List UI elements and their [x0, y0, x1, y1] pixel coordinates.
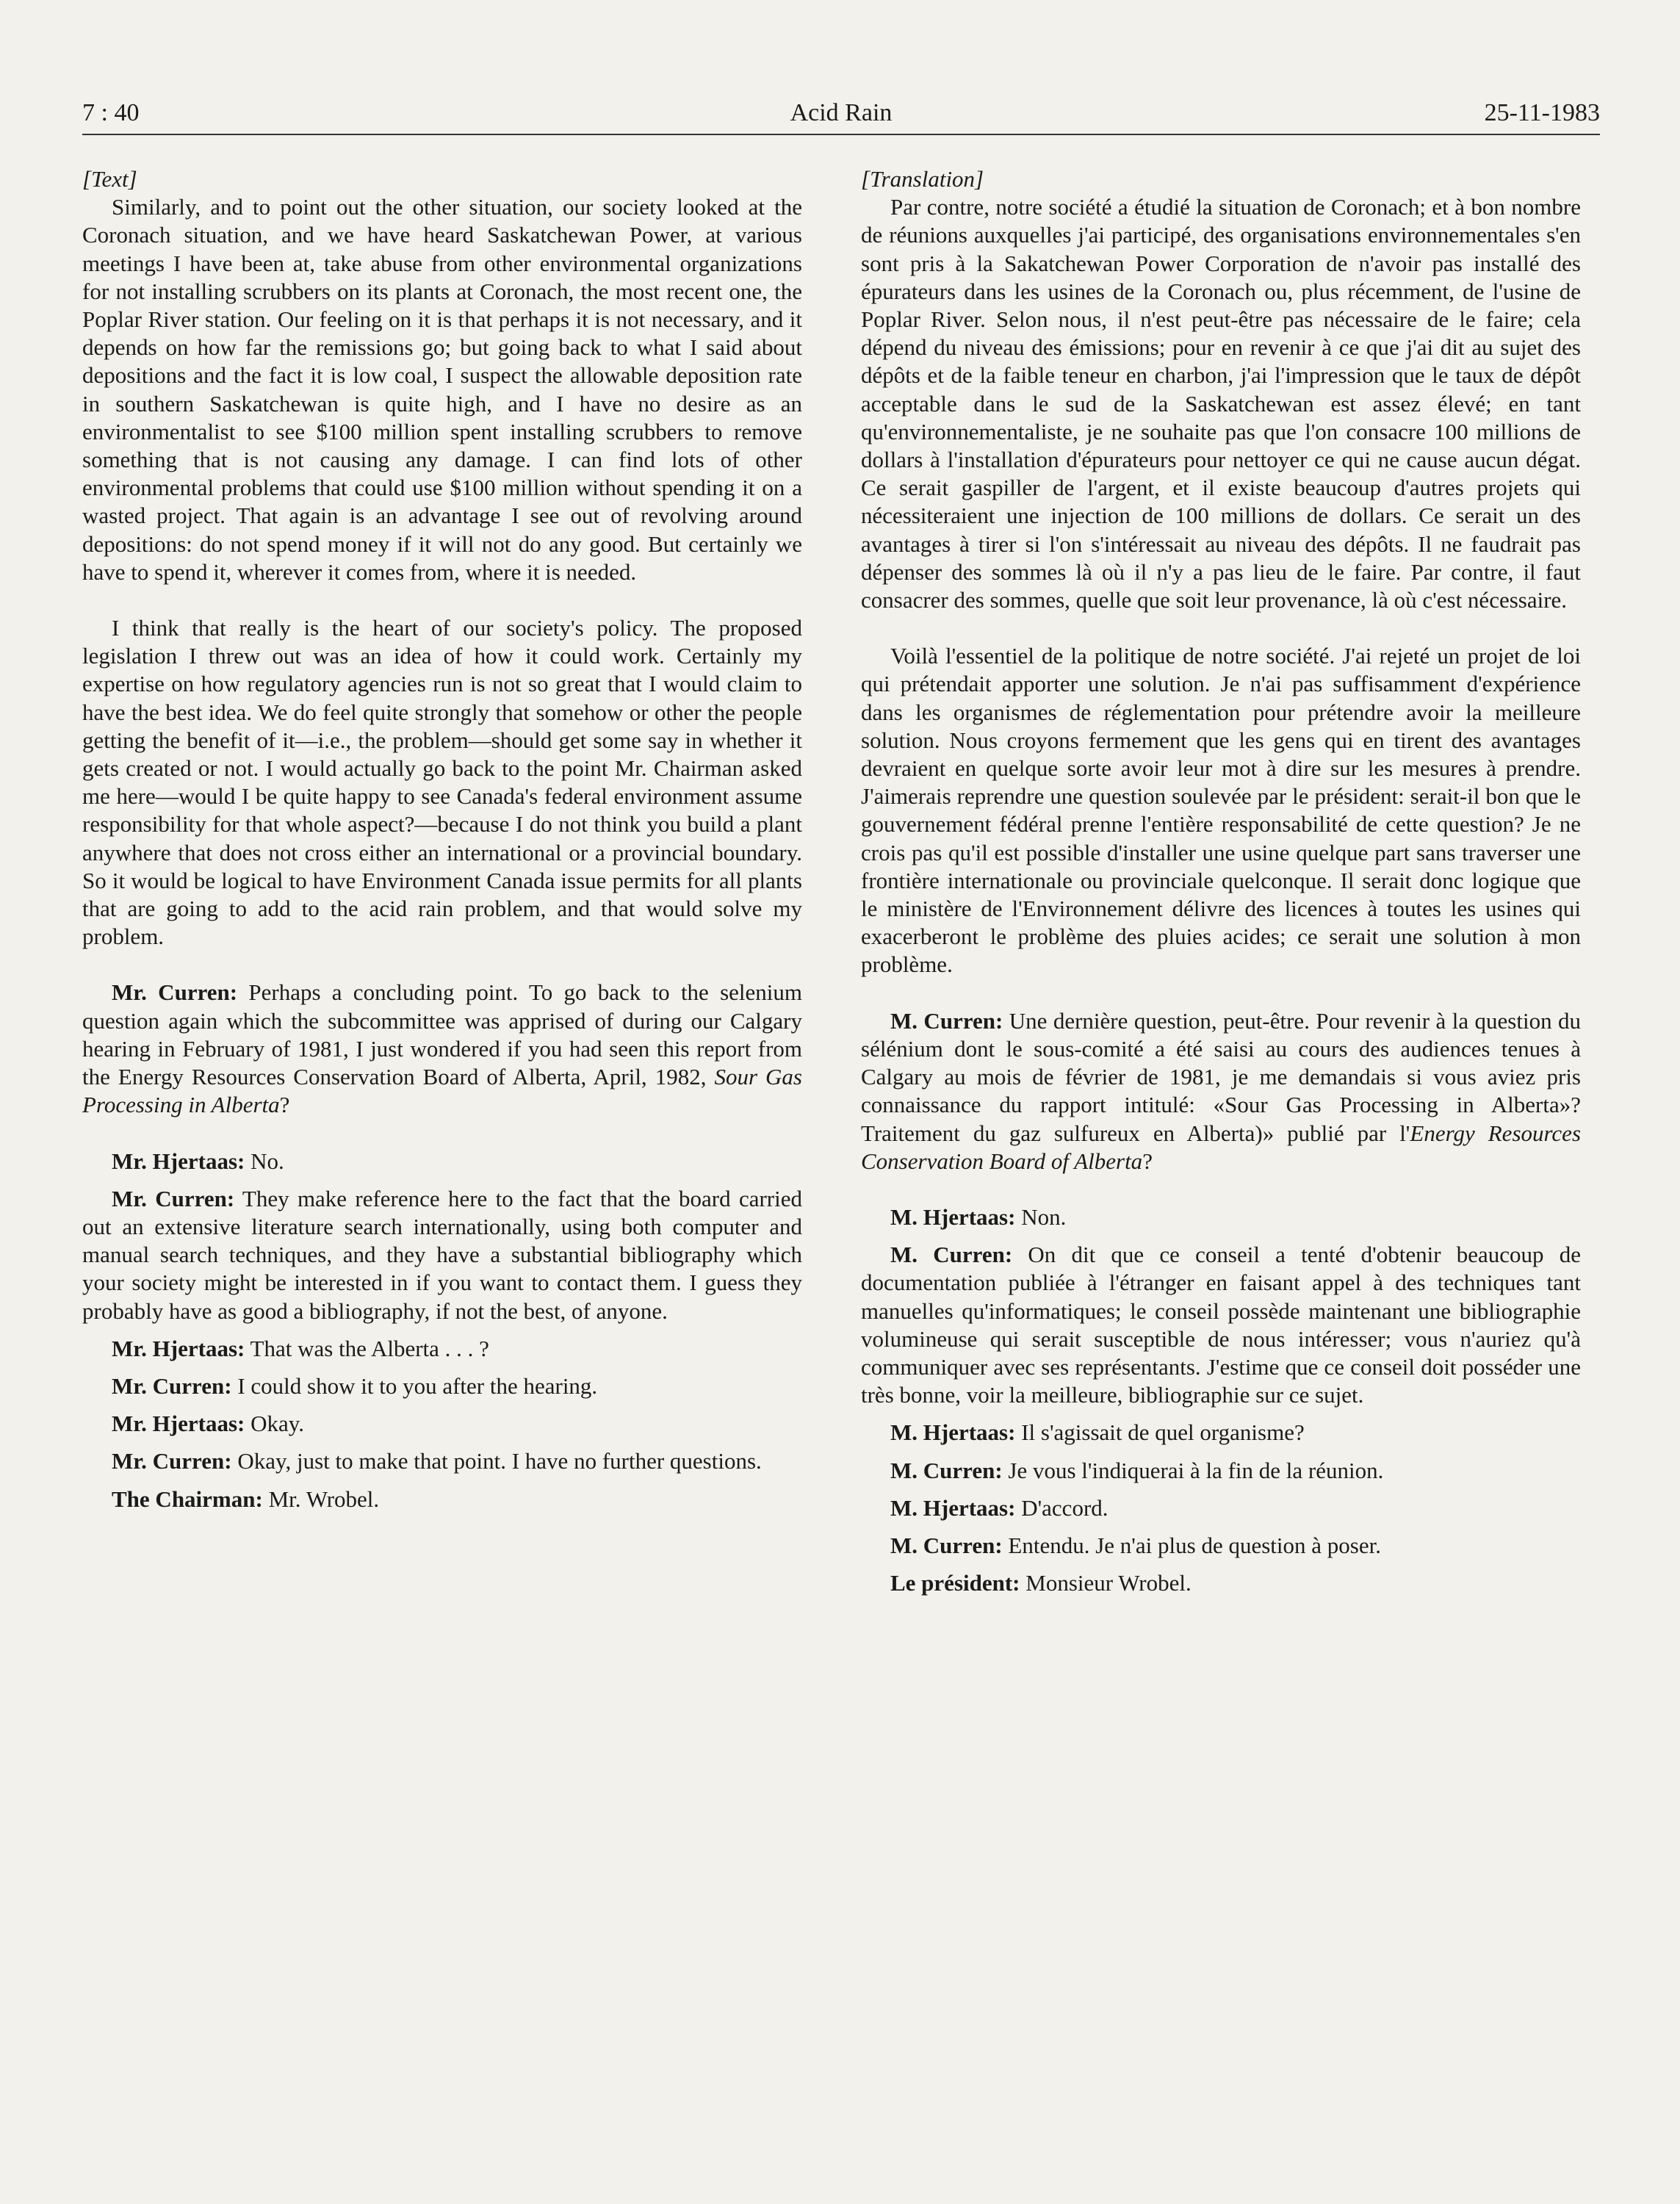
header-rule [82, 134, 1600, 135]
speaker: M. Curren: [890, 1532, 1003, 1558]
speaker: M. Curren: [890, 1457, 1003, 1483]
speaker: Mr. Curren: [112, 1372, 232, 1399]
speech-turn: Mr. Curren: They make reference here to the fact that the board carried out an extensive literature search internationally, using both computer and manual search techniques, and they have a substantial bibliography which your society might be interested in if you want to contact them. I guess they probably have as good a bibliography, if not the best, of anyone. [82, 1185, 802, 1324]
english-column [82, 165, 802, 1513]
paragraph: Similarly, and to point out the other situation, our society looked at the Coronach situation, and we have heard Saskatchewan Power, at various meetings I have been at, take abuse from other environmental organizations for not installing scrubbers on its plants at Coronach, the most recent one, the Poplar River station. Our feeling on it is that perhaps it is not necessary, and it depends on how far the remissions go; but going back to what I said about depositions and the fact it is low coal, I suspect the allowable deposition rate in southern Saskatchewan is quite high, and I have no desire as an environmentalist to see $100 million spent installing scrubbers to remove something that is not causing any damage. I can find lots of other environmental problems that could use $100 million without spending it on a wasted project. That again is an advantage I see out of revolving around depositions: do not spend money if it will not do any good. But certainly we have to spend it, wherever it comes from, where it is needed. [82, 194, 802, 585]
speaker: Le président: [890, 1570, 1020, 1596]
speaker: Mr. Curren: [112, 979, 238, 1006]
speech-turn: M. Curren: Je vous l'indiquerai à la fin de la réunion. [890, 1457, 1384, 1483]
speech-turn: M. Curren: Une dernière question, peut-être. Pour revenir à la question du sélénium dont le sous-comité a été saisi au cours des audiences tenues à Calgary au mois de février de 1981, je me demandais si vous aviez pris connaissance du rapport intitulé: «Sour Gas Processing in Alberta»? Traitement du gaz sulfureux en Alberta)» publié par l'Energy Resources Conservation Board of Alberta? [861, 1007, 1582, 1174]
speech-turn: M. Curren: On dit que ce conseil a tenté d'obtenir beaucoup de documentation publiée à l'étranger en faisant appel à des techniques tant manuelles qu'informatiques; le conseil possède maintenant une bibliographie volumineuse qui serait susceptible de nous intéresser; vous n'auriez qu'à communiquer avec ses représentants. J'estime que ce conseil doit posséder une très bonne, voir la meilleure, bibliographie sur ce sujet. [861, 1242, 1582, 1408]
speaker: Mr. Curren: [112, 1448, 232, 1474]
speech-turn: Mr. Curren: I could show it to you after the hearing. [112, 1372, 598, 1399]
speech-turn: M. Hjertaas: Non. [890, 1203, 1067, 1230]
speech-turn: Mr. Hjertaas: Okay. [112, 1411, 304, 1437]
speaker: Mr. Hjertaas: [112, 1148, 245, 1174]
speech-turn: The Chairman: Mr. Wrobel. [112, 1485, 380, 1512]
speaker: M. Curren: [890, 1242, 1013, 1268]
speaker: M. Hjertaas: [890, 1203, 1016, 1230]
speaker: Mr. Curren: [112, 1185, 235, 1211]
paragraph: I think that really is the heart of our society's policy. The proposed legislation I threw out was an idea of how it could work. Certainly my expertise on how regulatory agencies run is not so great that I would claim to have the best idea. We do feel quite strongly that somehow or other the people getting the benefit of it—i.e., the problem—should get some say in whether it gets created or not. I would actually go back to the point Mr. Chairman asked me here—would I be quite happy to see Canada's federal environment assume responsibility for that whole aspect?—because I do not think you build a plant anywhere that does not cross either an international or a provincial boundary. So it would be logical to have Environment Canada issue permits for all plants that are going to add to the acid rain problem, and that would solve my problem. [82, 615, 802, 950]
speaker: Mr. Hjertaas: [112, 1335, 245, 1361]
speaker: Mr. Hjertaas: [112, 1411, 245, 1437]
paragraph: Par contre, notre société a étudié la situation de Coronach; et à bon nombre de réunions auxquelles j'ai participé, des organisations environnementales s'en sont pris à la Sakatchewan Power Corporation de n'avoir pas installé des épurateurs dans les usines de la Coronach ou, plus récemment, de l'usine de Poplar River. Selon nous, il n'est peut-être pas nécessaire de le faire; cela dépend du niveau des émissions; pour en revenir à ce que j'ai dit au sujet des dépôts et de la faible teneur en charbon, j'ai l'impression que le taux de dépôt acceptable dans le sud de la Saskatchewan est assez élevé; en tant qu'environnementaliste, je ne souhaite pas que l'on consacre 100 millions de dollars à l'installation d'épurateurs pour nettoyer ce qui ne cause aucun dégat. Ce serait gaspiller de l'argent, et il existe beaucoup d'autres projets qui nécessiteraient une injection de 100 millions de dollars. Ce serait un des avantages à tirer si l'on s'intéressait au niveau des dépôts. Il ne faudrait pas dépenser des sommes là où il n'y a pas lieu de le faire. Par contre, il faut consacrer des sommes, quelle que soit leur provenance, là où c'est nécessaire. [861, 194, 1581, 613]
speech-turn: M. Hjertaas: Il s'agissait de quel organisme? [890, 1419, 1305, 1446]
page-title: Acid Rain [790, 99, 893, 126]
speech-turn: Le président: Monsieur Wrobel. [890, 1570, 1191, 1596]
speaker: M. Hjertaas: [890, 1494, 1016, 1521]
speech-turn: Mr. Curren: Perhaps a concluding point. To go back to the selenium question again which the subcommittee was apprised of during our Calgary hearing in February of 1981, I just wondered if you had seen this report from the Energy Resources Conservation Board of Alberta, April, 1982, Sour Gas Processing in Alberta? [82, 979, 803, 1118]
page-date: 25-11-1983 [1484, 99, 1600, 126]
speaker: M. Curren: [890, 1007, 1003, 1034]
text-label: [Text] [82, 166, 137, 192]
french-column [861, 165, 1581, 1597]
speech-turn: Mr. Hjertaas: No. [112, 1148, 284, 1174]
speech-turn: M. Curren: Entendu. Je n'ai plus de question à poser. [890, 1532, 1381, 1558]
speech-turn: Mr. Hjertaas: That was the Alberta . . . ? [112, 1335, 489, 1361]
paragraph: Voilà l'essentiel de la politique de notre société. J'ai rejeté un projet de loi qui prétendait apporter une solution. Je n'ai pas suffisamment d'expérience dans les organismes de réglementation pour prétendre avoir la meilleure solution. Nous croyons fermement que les gens qui en tirent des avantages devraient en quelque sorte avoir leur mot à dire sur les mesures à prendre. J'aimerais reprendre une question soulevée par le président: serait-il bon que le gouvernement fédéral prenne l'entière responsabilité de cette question? Je ne crois pas qu'il est possible d'installer une usine quelque part sans traverser une frontière internationale ou provinciale quelconque. Il serait donc logique que le ministère de l'Environnement délivre des licences à toutes les usines qui exacerberont le problème des pluies acides; ce serait une solution à mon problème. [861, 643, 1581, 978]
page-number: 7 : 40 [82, 99, 140, 126]
speaker: The Chairman: [112, 1485, 263, 1512]
translation-label: [Translation] [861, 166, 984, 192]
speaker: M. Hjertaas: [890, 1419, 1016, 1446]
page-header [82, 94, 1600, 132]
speech-turn: Mr. Curren: Okay, just to make that point. I have no further questions. [112, 1448, 762, 1474]
speech-turn: M. Hjertaas: D'accord. [890, 1494, 1108, 1521]
